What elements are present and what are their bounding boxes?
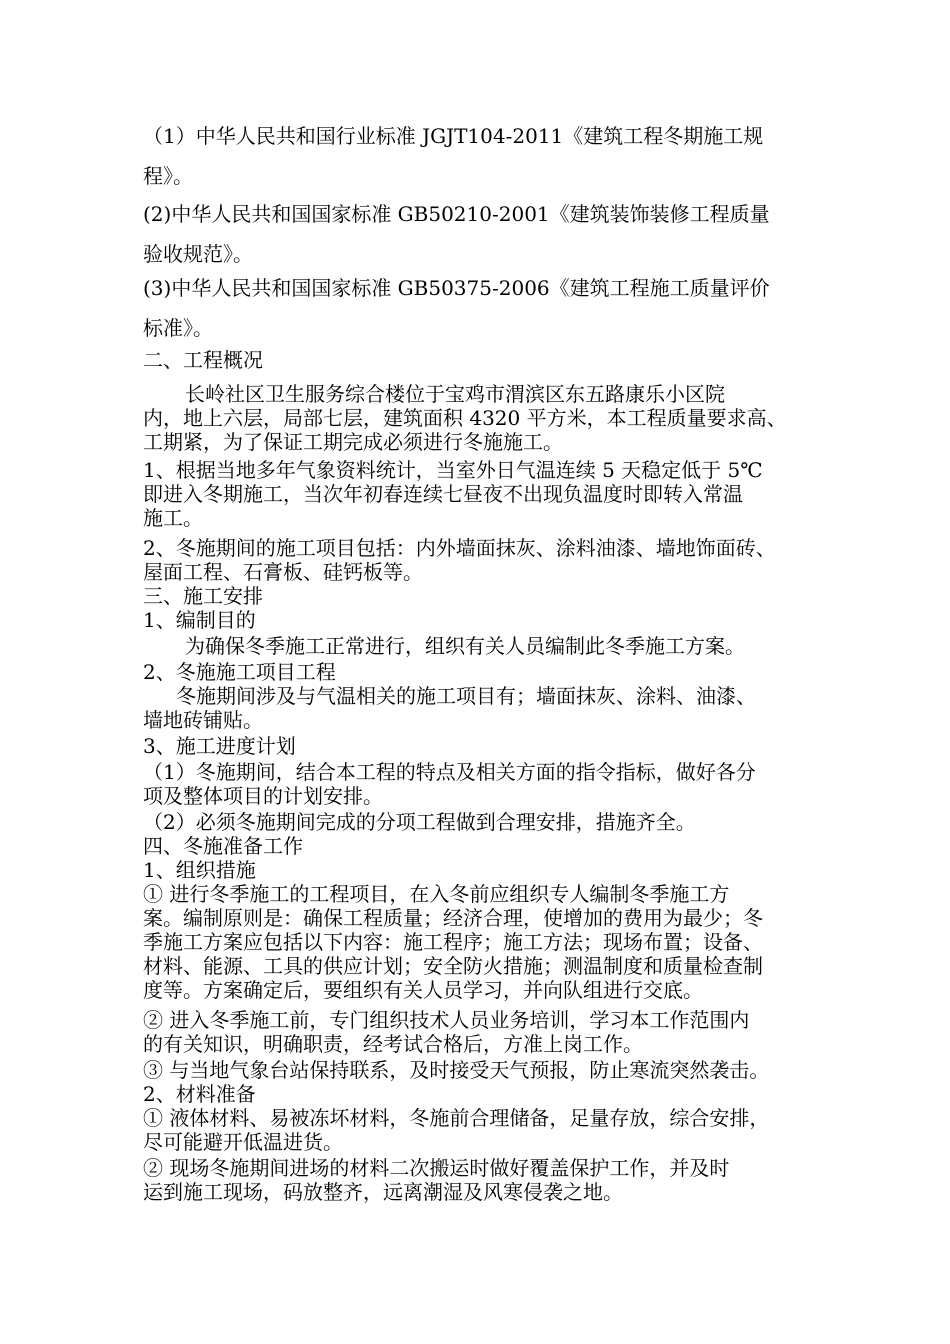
text-line: 标准》。 — [143, 316, 213, 340]
text-line: 内，地上六层，局部七层，建筑面积 4320 平方米，本工程质量要求高、 — [143, 406, 787, 430]
text-line: 工期紧，为了保证工期完成必须进行冬施施工。 — [143, 430, 563, 454]
text-line: ① 液体材料、易被冻坏材料，冬施前合理储备，足量存放，综合安排， — [143, 1106, 770, 1130]
text-line: ① 进行冬季施工的工程项目，在入冬前应组织专人编制冬季施工方 — [143, 882, 730, 906]
text-line: 验收规范》。 — [143, 242, 253, 266]
text-line: 1、根据当地多年气象资料统计，当室外日气温连续 5 天稳定低于 5℃ — [143, 458, 763, 482]
organization-item-3: ③ 与当地气象台站保持联系，及时接受天气预报，防止寒流突然袭击。 — [143, 1058, 770, 1082]
overview-item-1 — [143, 458, 823, 530]
section-heading-overview: 二、工程概况 — [143, 348, 263, 372]
text-line: 2、冬施期间的施工项目包括：内外墙面抹灰、涂料油漆、墙地饰面砖、 — [143, 536, 776, 560]
subheading-materials: 2、材料准备 — [143, 1082, 256, 1106]
overview-item-2 — [143, 536, 823, 584]
text-line: 屋面工程、石膏板、硅钙板等。 — [143, 560, 423, 584]
materials-item-1 — [143, 1106, 823, 1154]
text-line: 长岭社区卫生服务综合楼位于宝鸡市渭滨区东五路康乐小区院 — [185, 382, 725, 406]
text-line: 运到施工现场，码放整齐，远离潮湿及风寒侵袭之地。 — [143, 1180, 623, 1204]
reference-1 — [143, 116, 823, 196]
text-line: 程》。 — [143, 164, 193, 188]
project-overview-paragraph — [143, 382, 823, 454]
organization-item-2 — [143, 1008, 823, 1056]
section-heading-arrangement: 三、施工安排 — [143, 584, 263, 608]
text-line: 冬施期间涉及与气温相关的施工项目有；墙面抹灰、涂料、油漆、 — [176, 684, 756, 708]
text-line: （1）中华人民共和国行业标准 JGJT104-2011《建筑工程冬期施工规 — [143, 124, 764, 148]
text-line: 墙地砖铺贴。 — [143, 708, 263, 732]
schedule-point-1 — [143, 760, 823, 808]
text-line: (3)中华人民共和国国家标准 GB50375-2006《建筑工程施工质量评价 — [143, 276, 770, 300]
text-line: （1）冬施期间，结合本工程的特点及相关方面的指令指标，做好各分 — [143, 760, 756, 784]
subheading-winter-items: 2、冬施施工项目工程 — [143, 660, 336, 684]
reference-2 — [143, 194, 823, 274]
purpose-paragraph: 为确保冬季施工正常进行，组织有关人员编制此冬季施工方案。 — [185, 634, 745, 658]
schedule-point-2: （2）必须冬施期间完成的分项工程做到合理安排，措施齐全。 — [143, 810, 696, 834]
section-heading-preparation: 四、冬施准备工作 — [143, 834, 303, 858]
text-line: 的有关知识，明确职责，经考试合格后，方准上岗工作。 — [143, 1032, 643, 1056]
text-line: 材料、能源、工具的供应计划；安全防火措施；测温制度和质量检查制 — [143, 954, 763, 978]
reference-3 — [143, 268, 823, 348]
text-line: (2)中华人民共和国国家标准 GB50210-2001《建筑装饰装修工程质量 — [143, 202, 770, 226]
text-line: 施工。 — [143, 506, 203, 530]
text-line: ② 进入冬季施工前，专门组织技术人员业务培训，学习本工作范围内 — [143, 1008, 750, 1032]
text-line: 案。编制原则是：确保工程质量；经济合理，使增加的费用为最少；冬 — [143, 906, 763, 930]
winter-items-paragraph — [143, 684, 823, 732]
subheading-organization: 1、组织措施 — [143, 858, 256, 882]
subheading-schedule: 3、施工进度计划 — [143, 734, 296, 758]
text-line: ② 现场冬施期间进场的材料二次搬运时做好覆盖保护工作，并及时 — [143, 1156, 730, 1180]
text-line: 季施工方案应包括以下内容：施工程序；施工方法；现场布置；设备、 — [143, 930, 763, 954]
text-line: 尽可能避开低温进货。 — [143, 1130, 343, 1154]
subheading-purpose: 1、编制目的 — [143, 608, 256, 632]
organization-item-1 — [143, 882, 823, 1002]
materials-item-2 — [143, 1156, 823, 1204]
text-line: 项及整体项目的计划安排。 — [143, 784, 383, 808]
text-line: 度等。方案确定后，要组织有关人员学习，并向队组进行交底。 — [143, 978, 703, 1002]
text-line: 即进入冬期施工，当次年初春连续七昼夜不出现负温度时即转入常温 — [143, 482, 743, 506]
